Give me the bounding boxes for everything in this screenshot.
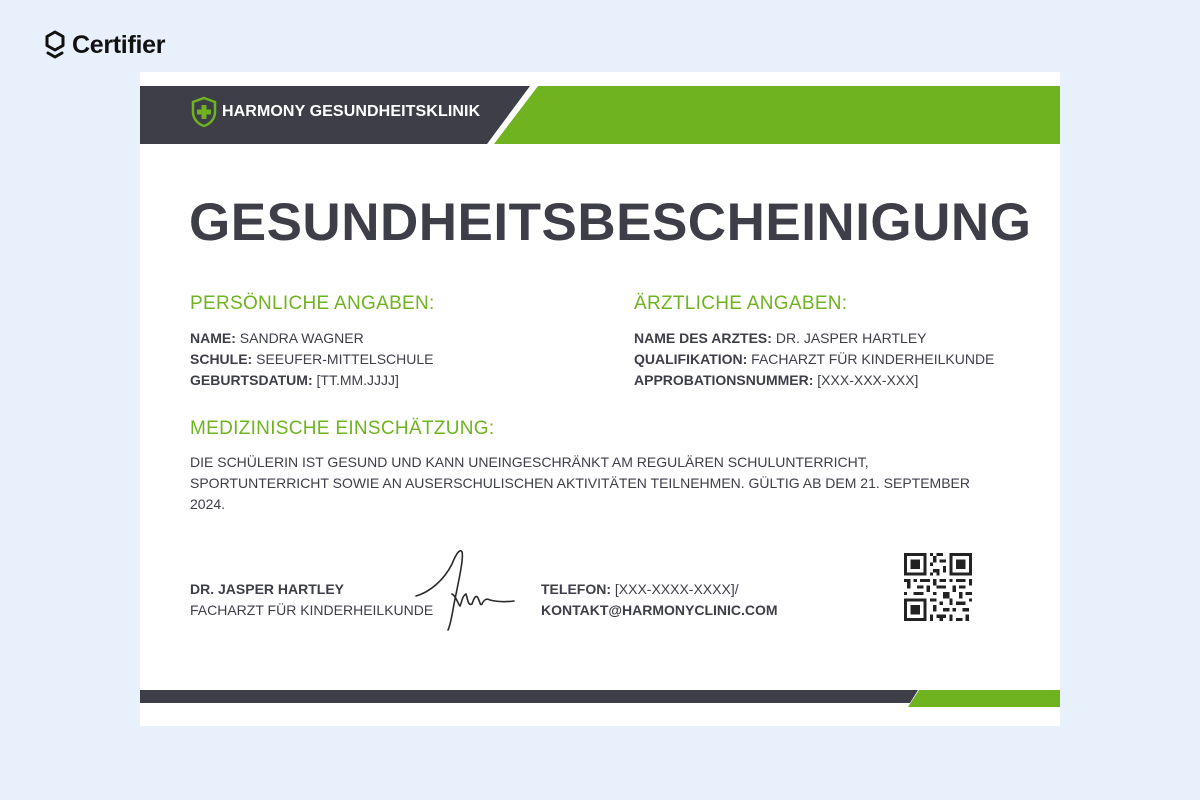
footer-band	[140, 684, 1060, 714]
name-value: SANDRA WAGNER	[239, 330, 364, 346]
school-label: SCHULE:	[190, 351, 253, 367]
doctor-value: DR. JASPER HARTLEY	[775, 330, 927, 346]
medical-heading: ÄRZTLICHE ANGABEN:	[634, 293, 848, 314]
assessment-text: DIE SCHÜLERIN IST GESUND UND KANN UNEINGESCHRÄNKT AM REGULÄREN SCHULUNTERRICHT, SPORTUNTERRICHT SOWIE AN AUSERSCHULISCHEN AKTIVITÄTEN TEILNEHMEN. GÜLTIG AB DEM 21. SEPTEMBER 2024.	[190, 454, 971, 512]
license-label: APPROBATIONSNUMMER:	[634, 372, 814, 388]
dob-value: [TT.MM.JJJJ]	[316, 372, 399, 388]
certifier-logo-icon	[44, 30, 66, 60]
clinic-name: HARMONY GESUNDHEITSKLINIK	[222, 103, 481, 120]
signature-icon	[410, 544, 520, 634]
license-row	[634, 370, 994, 391]
personal-heading: PERSÖNLICHE ANGABEN:	[190, 293, 435, 314]
certificate-title: GESUNDHEITSBESCHEINIGUNG	[189, 193, 1032, 252]
dob-row	[190, 370, 433, 391]
medical-info	[634, 328, 994, 391]
school-value: SEEUFER-MITTELSCHULE	[256, 351, 434, 367]
qualification-label: QUALIFIKATION:	[634, 351, 748, 367]
brand-name: Certifier	[72, 30, 166, 59]
contact-block	[541, 579, 778, 621]
license-value: [XXX-XXX-XXX]	[817, 372, 919, 388]
doctor-row	[634, 328, 994, 349]
qualification-row	[634, 349, 994, 370]
doctor-label: NAME DES ARZTES:	[634, 330, 772, 346]
assessment-heading: MEDIZINISCHE EINSCHÄTZUNG:	[190, 418, 495, 439]
qualification-value: FACHARZT FÜR KINDERHEILKUNDE	[751, 351, 995, 367]
shield-cross-icon	[190, 96, 218, 128]
certifier-brand	[44, 30, 165, 60]
phone-value: [XXX-XXXX-XXXX]/	[614, 581, 739, 597]
name-row	[190, 328, 433, 349]
signer-name: DR. JASPER HARTLEY	[190, 581, 345, 597]
qr-code-icon	[902, 553, 974, 621]
phone-label: TELEFON:	[541, 581, 611, 597]
email-value: KONTAKT@HARMONYCLINIC.COM	[541, 602, 778, 618]
clinic-logo	[190, 96, 480, 128]
name-label: NAME:	[190, 330, 236, 346]
phone-row	[541, 579, 778, 600]
signer-block	[190, 579, 433, 621]
personal-info	[190, 328, 433, 391]
dob-label: GEBURTSDATUM:	[190, 372, 313, 388]
certificate	[140, 72, 1060, 726]
school-row	[190, 349, 433, 370]
signer-title: FACHARZT FÜR KINDERHEILKUNDE	[190, 602, 434, 618]
